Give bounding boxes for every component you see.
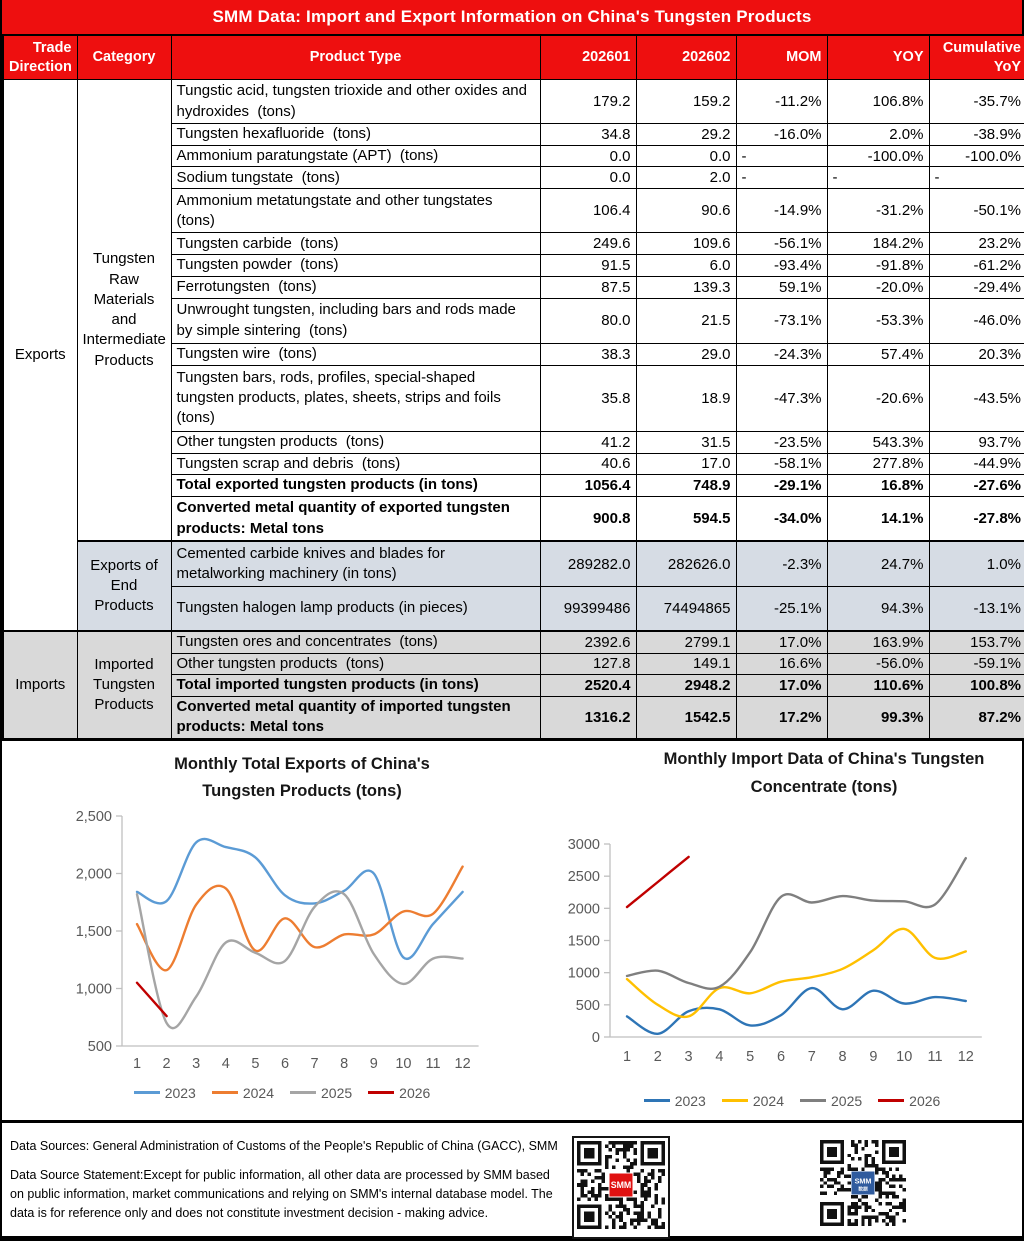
legend-label: 2024	[242, 1084, 274, 1101]
value-mom: -29.1%	[736, 474, 827, 496]
value-202601: 34.8	[540, 124, 636, 146]
legend-label: 2024	[752, 1092, 784, 1109]
value-202602: 74494865	[636, 586, 736, 631]
legend-label: 2023	[674, 1092, 706, 1109]
x-tick-label: 4	[221, 1055, 230, 1072]
product-type-cell: Sodium tungstate (tons)	[171, 167, 540, 189]
value-202602: 31.5	[636, 431, 736, 453]
value-yoy: 14.1%	[827, 496, 929, 541]
value-202602: 748.9	[636, 474, 736, 496]
value-202602: 29.0	[636, 343, 736, 365]
y-tick-label: 3000	[567, 836, 600, 853]
value-202601: 80.0	[540, 298, 636, 343]
product-type-cell: Cemented carbide knives and blades for metalworking machinery (in tons)	[171, 541, 540, 586]
y-tick-label: 500	[87, 1038, 112, 1055]
value-cumulative-yoy: 20.3%	[929, 343, 1024, 365]
value-202602: 6.0	[636, 255, 736, 276]
value-mom: -	[736, 146, 827, 167]
value-mom: -58.1%	[736, 453, 827, 474]
legend-line-swatch	[800, 1099, 826, 1102]
x-tick-label: 3	[192, 1055, 201, 1072]
product-type-cell: Tungsten hexafluoride (tons)	[171, 124, 540, 146]
table-header	[3, 35, 1024, 80]
column-header-trade-direction: Trade Direction	[3, 35, 77, 80]
value-mom: -73.1%	[736, 298, 827, 343]
product-type-cell: Tungsten wire (tons)	[171, 343, 540, 365]
y-tick-label: 2000	[567, 900, 600, 917]
svg-text:数据: 数据	[858, 1187, 868, 1193]
series-line-2024	[627, 928, 966, 1016]
value-202601: 289282.0	[540, 541, 636, 586]
value-mom: 17.0%	[736, 675, 827, 697]
value-cumulative-yoy: -43.5%	[929, 365, 1024, 431]
legend-line-swatch	[722, 1099, 748, 1102]
footer-text	[10, 1137, 562, 1223]
value-yoy: 110.6%	[827, 675, 929, 697]
x-tick-label: 10	[395, 1055, 412, 1072]
y-tick-label: 1,000	[75, 981, 112, 997]
value-cumulative-yoy: -59.1%	[929, 653, 1024, 674]
x-tick-label: 6	[280, 1055, 290, 1072]
category-cell: Tungsten Raw Materials and Intermediate Products	[77, 80, 171, 542]
value-mom: -56.1%	[736, 233, 827, 255]
value-yoy: 163.9%	[827, 631, 929, 653]
value-mom: 16.6%	[736, 653, 827, 674]
value-202602: 594.5	[636, 496, 736, 541]
value-yoy: 277.8%	[827, 453, 929, 474]
value-202601: 0.0	[540, 167, 636, 189]
value-202601: 1056.4	[540, 474, 636, 496]
value-yoy: -91.8%	[827, 255, 929, 276]
legend-line-swatch	[134, 1091, 160, 1094]
product-type-cell: Tungsten scrap and debris (tons)	[171, 453, 540, 474]
chart-canvas	[2, 741, 514, 1079]
value-202602: 18.9	[636, 365, 736, 431]
exports-line-chart	[2, 741, 512, 1120]
y-tick-label: 2,000	[75, 866, 112, 882]
value-202602: 282626.0	[636, 541, 736, 586]
x-tick-label: 4	[715, 1048, 724, 1065]
value-202602: 0.0	[636, 146, 736, 167]
value-cumulative-yoy: -27.8%	[929, 496, 1024, 541]
legend-item-2024	[722, 1093, 784, 1109]
column-header-cumulative-yoy: Cumulative YoY	[929, 35, 1024, 80]
x-tick-label: 10	[896, 1048, 913, 1065]
chart-legend	[82, 1085, 482, 1101]
value-mom: -2.3%	[736, 541, 827, 586]
product-type-cell: Total exported tungsten products (in tons)	[171, 474, 540, 496]
value-yoy: 184.2%	[827, 233, 929, 255]
column-header-mom: MOM	[736, 35, 827, 80]
value-202601: 91.5	[540, 255, 636, 276]
value-202602: 139.3	[636, 276, 736, 298]
value-202602: 90.6	[636, 189, 736, 233]
value-202602: 159.2	[636, 80, 736, 124]
x-tick-label: 8	[340, 1055, 349, 1072]
series-line-2026	[137, 982, 167, 1015]
x-tick-label: 5	[251, 1055, 260, 1072]
column-header-category: Category	[77, 35, 171, 80]
category-cell: Imported Tungsten Products	[77, 631, 171, 739]
value-mom: -47.3%	[736, 365, 827, 431]
tungsten-data-table	[2, 34, 1024, 741]
footer	[2, 1120, 1022, 1248]
value-cumulative-yoy: -38.9%	[929, 124, 1024, 146]
product-type-cell: Tungsten bars, rods, profiles, special-shaped tungsten products, plates, sheets, strips and foils (tons)	[171, 365, 540, 431]
value-202601: 106.4	[540, 189, 636, 233]
value-yoy: 543.3%	[827, 431, 929, 453]
value-cumulative-yoy: 87.2%	[929, 697, 1024, 740]
legend-line-swatch	[878, 1099, 904, 1102]
legend-label: 2026	[399, 1084, 431, 1101]
value-yoy: -20.6%	[827, 365, 929, 431]
x-tick-label: 11	[927, 1048, 943, 1065]
value-202601: 41.2	[540, 431, 636, 453]
value-yoy: -100.0%	[827, 146, 929, 167]
value-202601: 38.3	[540, 343, 636, 365]
y-tick-label: 0	[591, 1029, 600, 1046]
value-mom: -16.0%	[736, 124, 827, 146]
legend-label: 2023	[164, 1084, 196, 1101]
value-202601: 900.8	[540, 496, 636, 541]
x-tick-label: 8	[838, 1048, 847, 1065]
value-cumulative-yoy: -61.2%	[929, 255, 1024, 276]
value-cumulative-yoy: -44.9%	[929, 453, 1024, 474]
value-cumulative-yoy: -29.4%	[929, 276, 1024, 298]
column-header-yoy: YOY	[827, 35, 929, 80]
value-mom: 17.0%	[736, 631, 827, 653]
value-yoy: 94.3%	[827, 586, 929, 631]
product-type-cell: Tungsten halogen lamp products (in pieces)	[171, 586, 540, 631]
value-yoy: -53.3%	[827, 298, 929, 343]
column-header-product-type: Product Type	[171, 35, 540, 80]
x-tick-label: 2	[653, 1048, 662, 1065]
value-yoy: 16.8%	[827, 474, 929, 496]
value-202602: 29.2	[636, 124, 736, 146]
value-cumulative-yoy: 93.7%	[929, 431, 1024, 453]
charts-row	[2, 741, 1022, 1120]
legend-label: 2026	[909, 1092, 941, 1109]
value-yoy: 99.3%	[827, 697, 929, 740]
value-202601: 127.8	[540, 653, 636, 674]
legend-line-swatch	[212, 1091, 238, 1094]
value-cumulative-yoy: 23.2%	[929, 233, 1024, 255]
legend-item-2026	[368, 1085, 430, 1101]
value-cumulative-yoy: -13.1%	[929, 586, 1024, 631]
value-mom: -93.4%	[736, 255, 827, 276]
value-yoy: -	[827, 167, 929, 189]
product-type-cell: Tungsten carbide (tons)	[171, 233, 540, 255]
legend-line-swatch	[368, 1091, 394, 1094]
chart-title-line: Monthly Total Exports of China's	[174, 754, 430, 773]
value-cumulative-yoy: 1.0%	[929, 541, 1024, 586]
product-type-cell: Other tungsten products (tons)	[171, 653, 540, 674]
trade-direction-imports: Imports	[3, 631, 77, 739]
product-type-cell: Converted metal quantity of exported tungsten products: Metal tons	[171, 496, 540, 541]
product-type-cell: Ammonium paratungstate (APT) (tons)	[171, 146, 540, 167]
y-tick-label: 1,500	[75, 923, 112, 940]
value-mom: -25.1%	[736, 586, 827, 631]
x-tick-label: 7	[310, 1055, 319, 1072]
table-row	[3, 80, 1024, 124]
series-line-2023	[137, 838, 463, 958]
legend-item-2024	[212, 1085, 274, 1101]
value-cumulative-yoy: -100.0%	[929, 146, 1024, 167]
product-type-cell: Other tungsten products (tons)	[171, 431, 540, 453]
x-tick-label: 11	[425, 1055, 441, 1072]
value-202601: 1316.2	[540, 697, 636, 740]
chart-title-line: Tungsten Products (tons)	[202, 781, 402, 800]
series-line-2025	[627, 858, 966, 989]
legend-item-2025	[290, 1085, 352, 1101]
value-yoy: 2.0%	[827, 124, 929, 146]
table-row	[3, 631, 1024, 653]
series-line-2026	[627, 856, 689, 906]
y-tick-label: 1500	[567, 933, 600, 949]
table-row	[3, 541, 1024, 586]
x-tick-label: 5	[746, 1048, 755, 1065]
product-type-cell: Converted metal quantity of imported tungsten products: Metal tons	[171, 697, 540, 740]
product-type-cell: Tungsten powder (tons)	[171, 255, 540, 276]
column-header-202602: 202602	[636, 35, 736, 80]
smm-qr-code-blue	[820, 1140, 906, 1231]
x-tick-label: 6	[776, 1048, 786, 1065]
value-202601: 2520.4	[540, 675, 636, 697]
value-yoy: -31.2%	[827, 189, 929, 233]
value-cumulative-yoy: -50.1%	[929, 189, 1024, 233]
product-type-cell: Unwrought tungsten, including bars and rods made by simple sintering (tons)	[171, 298, 540, 343]
value-yoy: -56.0%	[827, 653, 929, 674]
product-type-cell: Total imported tungsten products (in tons)	[171, 675, 540, 697]
y-tick-label: 2500	[567, 868, 600, 885]
value-cumulative-yoy: -27.6%	[929, 474, 1024, 496]
x-tick-label: 7	[807, 1048, 816, 1065]
value-202601: 40.6	[540, 453, 636, 474]
value-202602: 2.0	[636, 167, 736, 189]
value-202602: 2799.1	[636, 631, 736, 653]
x-tick-label: 1	[132, 1055, 142, 1072]
value-cumulative-yoy: -46.0%	[929, 298, 1024, 343]
value-yoy: 24.7%	[827, 541, 929, 586]
svg-text:SMM: SMM	[854, 1175, 872, 1185]
series-line-2023	[627, 988, 966, 1034]
value-202601: 99399486	[540, 586, 636, 631]
value-cumulative-yoy: -	[929, 167, 1024, 189]
trade-direction-exports: Exports	[3, 80, 77, 632]
value-mom: -34.0%	[736, 496, 827, 541]
value-mom: -	[736, 167, 827, 189]
value-202602: 149.1	[636, 653, 736, 674]
legend-line-swatch	[290, 1091, 316, 1094]
value-202601: 0.0	[540, 146, 636, 167]
legend-label: 2025	[831, 1092, 863, 1109]
x-tick-label: 12	[454, 1055, 471, 1072]
value-202602: 2948.2	[636, 675, 736, 697]
value-cumulative-yoy: -35.7%	[929, 80, 1024, 124]
y-tick-label: 2,500	[75, 808, 112, 825]
category-cell: Exports of End Products	[77, 541, 171, 631]
value-202602: 17.0	[636, 453, 736, 474]
legend-item-2023	[644, 1093, 706, 1109]
value-mom: -24.3%	[736, 343, 827, 365]
value-202601: 249.6	[540, 233, 636, 255]
y-tick-label: 1000	[567, 965, 600, 982]
smm-qr-code-red	[572, 1136, 670, 1239]
column-header-202601: 202601	[540, 35, 636, 80]
chart-title-line: Concentrate (tons)	[750, 777, 898, 796]
legend-label: 2025	[321, 1084, 353, 1101]
x-tick-label: 9	[369, 1055, 378, 1072]
value-202602: 21.5	[636, 298, 736, 343]
y-tick-label: 500	[575, 997, 600, 1014]
data-sources-text: Data Sources: General Administration of Customs of the People's Republic of China (GACC), SMM	[10, 1138, 558, 1153]
value-mom: -11.2%	[736, 80, 827, 124]
x-tick-label: 12	[957, 1048, 974, 1065]
legend-line-swatch	[644, 1099, 670, 1102]
x-tick-label: 2	[162, 1055, 171, 1072]
value-yoy: 106.8%	[827, 80, 929, 124]
value-202601: 179.2	[540, 80, 636, 124]
product-type-cell: Ammonium metatungstate and other tungstates (tons)	[171, 189, 540, 233]
value-yoy: -20.0%	[827, 276, 929, 298]
data-statement-text: Data Source Statement:Except for public information, all other data are processed by SMM based on public information, market communications and relying on SMM's internal database model. The data is for reference only and does not constitute investment decision - making advice.	[10, 1168, 553, 1220]
value-cumulative-yoy: 153.7%	[929, 631, 1024, 653]
value-cumulative-yoy: 100.8%	[929, 675, 1024, 697]
legend-item-2023	[134, 1085, 196, 1101]
chart-canvas	[512, 741, 1024, 1079]
value-202601: 2392.6	[540, 631, 636, 653]
product-type-cell: Tungstic acid, tungsten trioxide and other oxides and hydroxides (tons)	[171, 80, 540, 124]
value-mom: 17.2%	[736, 697, 827, 740]
value-mom: 59.1%	[736, 276, 827, 298]
product-type-cell: Ferrotungsten (tons)	[171, 276, 540, 298]
value-202601: 87.5	[540, 276, 636, 298]
imports-line-chart	[512, 741, 1022, 1120]
value-202602: 109.6	[636, 233, 736, 255]
table-header-row	[3, 35, 1024, 80]
value-mom: -14.9%	[736, 189, 827, 233]
svg-text:SMM: SMM	[610, 1179, 632, 1190]
product-type-cell: Tungsten ores and concentrates (tons)	[171, 631, 540, 653]
value-202602: 1542.5	[636, 697, 736, 740]
value-202601: 35.8	[540, 365, 636, 431]
legend-item-2025	[800, 1093, 862, 1109]
value-yoy: 57.4%	[827, 343, 929, 365]
chart-legend	[592, 1093, 992, 1109]
x-tick-label: 1	[622, 1048, 632, 1065]
report-title: SMM Data: Import and Export Information on China's Tungsten Products	[2, 0, 1022, 34]
value-mom: -23.5%	[736, 431, 827, 453]
x-tick-label: 9	[869, 1048, 878, 1065]
legend-item-2026	[878, 1093, 940, 1109]
chart-title-line: Monthly Import Data of China's Tungsten	[663, 749, 985, 768]
x-tick-label: 3	[684, 1048, 693, 1065]
